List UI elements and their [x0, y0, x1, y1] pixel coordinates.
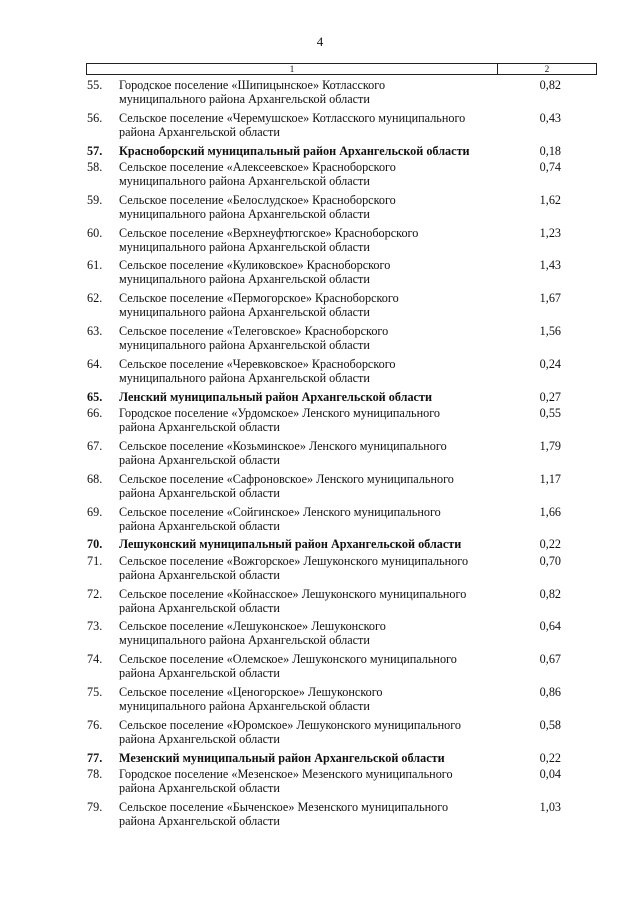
coefficient-value: 1,67: [539, 291, 561, 306]
table-row: [86, 78, 597, 111]
municipality-name: Сельское поселение «Юромское» Лешуконского муниципального района Архангельской области: [119, 717, 462, 746]
coefficient-value: 0,22: [539, 537, 561, 552]
municipality-name: Сельское поселение «Сойгинское» Ленского муниципального района Архангельской области: [119, 504, 441, 533]
table-row-district: [86, 144, 597, 161]
row-number: 71.: [87, 553, 103, 568]
table-header: [86, 63, 597, 75]
coefficient-value: 0,74: [539, 160, 561, 175]
row-number: 74.: [87, 652, 103, 667]
page-number: 4: [316, 34, 324, 49]
municipality-name: Сельское поселение «Козьминское» Ленского муниципального района Архангельской области: [119, 438, 447, 467]
municipality-name: Сельское поселение «Пермогорское» Красноборского муниципального района Архангельской области: [119, 291, 399, 320]
row-number: 79.: [87, 799, 103, 814]
municipal-table: [86, 63, 597, 833]
row-number: 75.: [87, 685, 103, 700]
municipality-name: Сельское поселение «Черевковское» Красноборского муниципального района Архангельской области: [119, 356, 396, 385]
row-number: 73.: [87, 619, 103, 634]
row-number: 60.: [87, 225, 103, 240]
municipality-name: Лешуконский муниципальный район Архангельской области: [119, 537, 462, 552]
coefficient-value: 0,18: [539, 143, 561, 158]
column-header-2: 2: [544, 64, 550, 74]
coefficient-value: 0,55: [539, 406, 561, 421]
table-row: [86, 767, 597, 800]
row-number: 77.: [87, 750, 103, 765]
row-number: 61.: [87, 258, 103, 273]
municipality-name: Сельское поселение «Белослудское» Красноборского муниципального района Архангельской области: [119, 192, 396, 221]
row-number: 66.: [87, 406, 103, 421]
table-row: [86, 258, 597, 291]
row-number: 64.: [87, 356, 103, 371]
row-number: 57.: [87, 143, 103, 158]
coefficient-value: 0,64: [539, 619, 561, 634]
municipality-name: Сельское поселение «Алексеевское» Красноборского муниципального района Архангельской области: [119, 160, 396, 189]
table-row: [86, 554, 597, 587]
municipality-name: Ленский муниципальный район Архангельской области: [119, 389, 432, 404]
coefficient-value: 0,43: [539, 110, 561, 125]
coefficient-value: 0,70: [539, 553, 561, 568]
table-row-district: [86, 751, 597, 768]
table-row: [86, 472, 597, 505]
row-number: 55.: [87, 78, 103, 92]
row-number: 59.: [87, 192, 103, 207]
municipality-name: Сельское поселение «Лешуконское» Лешуконского муниципального района Архангельской области: [119, 619, 386, 648]
table-row: [86, 291, 597, 324]
table-row-district: [86, 537, 597, 554]
row-number: 69.: [87, 504, 103, 519]
coefficient-value: 0,82: [539, 78, 561, 92]
row-number: 78.: [87, 767, 103, 782]
coefficient-value: 1,23: [539, 225, 561, 240]
municipality-name: Сельское поселение «Олемское» Лешуконского муниципального района Архангельской области: [119, 652, 457, 681]
table-row: [86, 406, 597, 439]
municipality-name: Городское поселение «Урдомское» Ленского муниципального района Архангельской области: [119, 406, 440, 435]
table-row-district: [86, 390, 597, 407]
municipality-name: Сельское поселение «Куликовское» Красноборского муниципального района Архангельской области: [119, 258, 391, 287]
row-number: 67.: [87, 438, 103, 453]
table-row: [86, 193, 597, 226]
municipality-name: Сельское поселение «Черемушское» Котласского муниципального района Архангельской области: [119, 110, 466, 139]
coefficient-value: 0,24: [539, 356, 561, 371]
municipality-name: Сельское поселение «Вожгорское» Лешуконского муниципального района Архангельской области: [119, 553, 469, 582]
row-number: 70.: [87, 537, 103, 552]
municipality-name: Мезенский муниципальный район Архангельской области: [119, 750, 445, 765]
column-header-1: 1: [87, 64, 498, 74]
row-number: 58.: [87, 160, 103, 175]
table-row: [86, 505, 597, 538]
table-row: [86, 685, 597, 718]
coefficient-value: 1,79: [539, 438, 561, 453]
municipality-name: Сельское поселение «Верхнеуфтюгское» Красноборского муниципального района Архангельской области: [119, 225, 419, 254]
row-number: 65.: [87, 389, 103, 404]
coefficient-value: 0,82: [539, 586, 561, 601]
table-row: [86, 718, 597, 751]
municipality-name: Сельское поселение «Койнасское» Лешуконского муниципального района Архангельской области: [119, 586, 467, 615]
coefficient-value: 1,17: [539, 471, 561, 486]
row-number: 68.: [87, 471, 103, 486]
row-number: 62.: [87, 291, 103, 306]
coefficient-value: 0,22: [539, 750, 561, 765]
table-row: [86, 160, 597, 193]
coefficient-value: 0,27: [539, 389, 561, 404]
table-row: [86, 226, 597, 259]
table-row: [86, 439, 597, 472]
coefficient-value: 1,56: [539, 324, 561, 339]
coefficient-value: 1,03: [539, 799, 561, 814]
table-row: [86, 587, 597, 620]
coefficient-value: 0,58: [539, 717, 561, 732]
coefficient-value: 1,66: [539, 504, 561, 519]
coefficient-value: 1,62: [539, 192, 561, 207]
coefficient-value: 0,67: [539, 652, 561, 667]
row-number: 72.: [87, 586, 103, 601]
row-number: 56.: [87, 110, 103, 125]
municipality-name: Сельское поселение «Сафроновское» Ленского муниципального района Архангельской области: [119, 471, 454, 500]
municipality-name: Городское поселение «Мезенское» Мезенского муниципального района Архангельской области: [119, 767, 453, 796]
table-row: [86, 111, 597, 144]
table-row: [86, 619, 597, 652]
table-body: [86, 78, 597, 833]
table-row: [86, 357, 597, 390]
coefficient-value: 0,86: [539, 685, 561, 700]
coefficient-value: 1,43: [539, 258, 561, 273]
table-row: [86, 800, 597, 833]
municipality-name: Сельское поселение «Ценогорское» Лешуконского муниципального района Архангельской области: [119, 685, 383, 714]
row-number: 63.: [87, 324, 103, 339]
row-number: 76.: [87, 717, 103, 732]
municipality-name: Городское поселение «Шипицынское» Котласского муниципального района Архангельской области: [119, 78, 386, 106]
municipality-name: Сельское поселение «Телеговское» Красноборского муниципального района Архангельской области: [119, 324, 389, 353]
municipality-name: Сельское поселение «Быченское» Мезенского муниципального района Архангельской области: [119, 799, 449, 828]
table-row: [86, 652, 597, 685]
coefficient-value: 0,04: [539, 767, 561, 782]
table-row: [86, 324, 597, 357]
municipality-name: Красноборский муниципальный район Архангельской области: [119, 143, 470, 158]
